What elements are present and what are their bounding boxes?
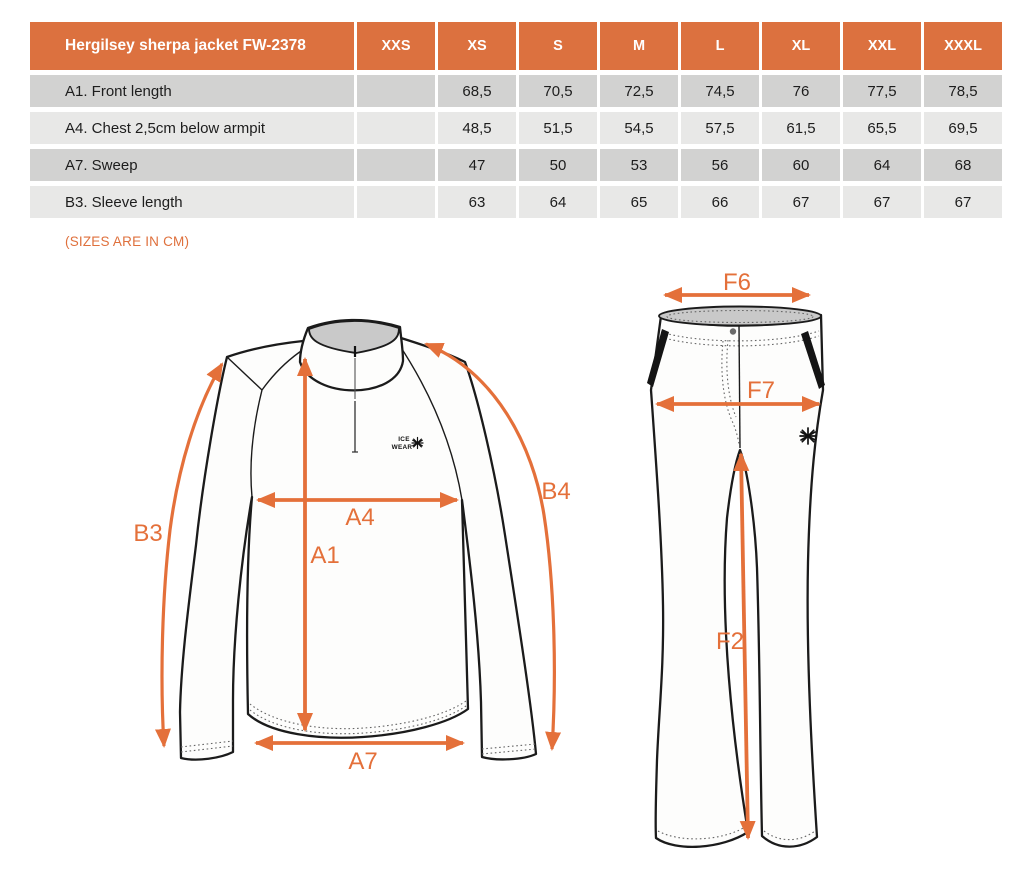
row-label: A1. Front length	[30, 75, 354, 107]
pants-diagram	[647, 269, 825, 847]
table-cell: 67	[843, 186, 921, 218]
col-header-xxs: XXS	[357, 22, 435, 70]
label-f2: F2	[715, 628, 745, 655]
jacket-outline	[180, 338, 536, 760]
table-cell: 64	[843, 149, 921, 181]
table-cell: 54,5	[600, 112, 678, 144]
jacket-logo-snowflake-icon	[412, 438, 423, 449]
table-cell: 57,5	[681, 112, 759, 144]
table-cell: 53	[600, 149, 678, 181]
table-cell: 50	[519, 149, 597, 181]
table-cell: 47	[438, 149, 516, 181]
label-f6: F6	[722, 269, 752, 296]
table-cell: 63	[438, 186, 516, 218]
jacket-logo-ice: ICE	[398, 436, 410, 443]
label-b3: B3	[133, 520, 163, 547]
table-cell: 51,5	[519, 112, 597, 144]
label-b4: B4	[541, 478, 571, 505]
row-label: B3. Sleeve length	[30, 186, 354, 218]
pants-logo-snowflake-icon	[800, 428, 816, 444]
table-cell: 56	[681, 149, 759, 181]
jacket-logo-wear: WEAR	[391, 444, 413, 451]
table-cell: 64	[519, 186, 597, 218]
table-cell: 68	[924, 149, 1002, 181]
table-cell: 72,5	[600, 75, 678, 107]
table-title: Hergilsey sherpa jacket FW-2378	[30, 22, 354, 70]
table-cell: 67	[924, 186, 1002, 218]
col-header-xxl: XXL	[843, 22, 921, 70]
table-cell: 68,5	[438, 75, 516, 107]
table-cell: 65	[600, 186, 678, 218]
col-header-xxxl: XXXL	[924, 22, 1002, 70]
jacket-diagram	[133, 320, 570, 775]
units-note: (SIZES ARE IN CM)	[65, 234, 190, 249]
label-f7: F7	[746, 377, 776, 404]
label-a7: A7	[348, 748, 378, 775]
table-cell: 76	[762, 75, 840, 107]
table-cell: 78,5	[924, 75, 1002, 107]
pants-outline	[651, 315, 823, 847]
table-cell: 65,5	[843, 112, 921, 144]
col-header-m: M	[600, 22, 678, 70]
table-cell: 48,5	[438, 112, 516, 144]
col-header-xs: XS	[438, 22, 516, 70]
label-a4: A4	[345, 504, 375, 531]
col-header-s: S	[519, 22, 597, 70]
table-cell: 70,5	[519, 75, 597, 107]
table-cell: 74,5	[681, 75, 759, 107]
label-a1: A1	[310, 542, 340, 569]
pants-center-seam	[739, 325, 740, 448]
col-header-l: L	[681, 22, 759, 70]
table-cell: 66	[681, 186, 759, 218]
col-header-xl: XL	[762, 22, 840, 70]
row-label: A7. Sweep	[30, 149, 354, 181]
table-cell: 77,5	[843, 75, 921, 107]
row-label: A4. Chest 2,5cm below armpit	[30, 112, 354, 144]
table-cell: 69,5	[924, 112, 1002, 144]
table-cell: 61,5	[762, 112, 840, 144]
table-cell: 60	[762, 149, 840, 181]
table-cell: 67	[762, 186, 840, 218]
pants-button	[730, 328, 736, 334]
